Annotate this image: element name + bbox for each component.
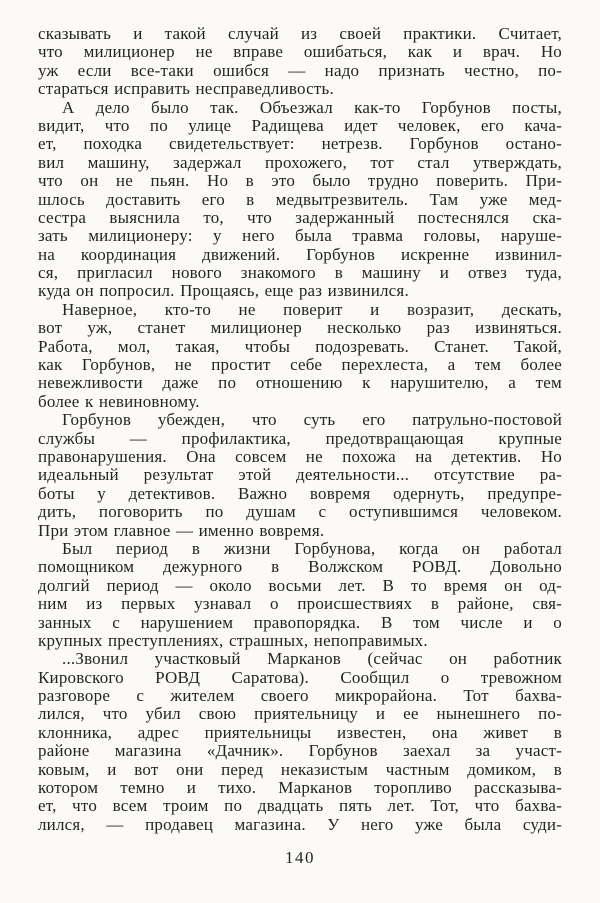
text-line: стараться исправить несправедливость. [38, 79, 334, 99]
text-line: что он не пьян. Но в это было трудно поверить. При- [38, 171, 562, 191]
text-line: боты у детективов. Важно вовремя одернуть, предупре- [38, 483, 562, 503]
text-line: При этом главное — именно вовремя. [38, 520, 325, 540]
text-line: сестра выяснила то, что задержанный постеснялся ска- [38, 207, 562, 227]
text-line: ...Звонил участковый Марканов (сейчас он работник [62, 649, 562, 669]
text-line: куда он попросил. Прощаясь, еще раз извинился. [38, 281, 409, 301]
page-text-block [38, 25, 562, 834]
text-line: ковым, и вот они перед неказистым частным домиком, в [38, 759, 562, 779]
text-line: клонника, адрес приятельницы известен, она живет в [38, 722, 562, 742]
text-line: идеальный результат этой деятельности... отсутствие ра- [38, 465, 562, 485]
text-line: крупных преступлениях, страшных, непоправимых. [38, 630, 428, 650]
text-line: вот уж, станет милиционер несколько раз извиняться. [38, 318, 562, 338]
text-line: районе магазина «Дачник». Горбунов заехал за участ- [38, 741, 562, 761]
text-line: вил машину, задержал прохожего, тот стал утверждать, [38, 152, 562, 172]
text-line: помощником дежурного в Волжском РОВД. Довольно [38, 557, 562, 577]
page-number: 140 [285, 848, 315, 867]
text-line: видит, что по улице Радищева идет человек, его кача- [38, 115, 562, 135]
text-line: уж если все-таки ошибся — надо признать честно, по- [38, 60, 562, 80]
text-line: ся, пригласил нового знакомого в машину и отвез туда, [38, 263, 562, 283]
text-line: зать милиционеру: у него была травма головы, наруше- [38, 226, 562, 246]
text-line: дить, поговорить по душам с оступившимся человеком. [38, 502, 562, 522]
text-line: службы — профилактика, предотвращающая крупные [38, 428, 562, 448]
text-line: долгий период — около восьми лет. В то время он од- [38, 575, 562, 595]
text-line: что милиционер не вправе ошибаться, как и врач. Но [38, 42, 562, 62]
text-line: занных с нарушением правопорядка. В том числе и о [38, 612, 562, 632]
text-line: лился, — продавец магазина. У него уже была суди- [38, 814, 562, 834]
text-line: на координация движений. Горбунов искренне извинил- [38, 244, 562, 264]
text-line: невежливости даже по отношению к нарушителю, а тем [38, 373, 562, 393]
text-line: А дело было так. Объезжал как-то Горбунов посты, [62, 97, 562, 117]
text-line: ет, что всем троим по двадцать пять лет. Тот, что бахва- [38, 796, 562, 816]
text-line: Горбунов убежден, что суть его патрульно-постовой [62, 410, 562, 430]
text-line: Работа, мол, такая, чтобы подозревать. Станет. Такой, [38, 336, 562, 356]
text-line: лился, что убил свою приятельницу и ее нынешнего по- [38, 704, 562, 724]
text-line: правонарушения. Она совсем не похожа на детектив. Но [38, 446, 562, 466]
text-line: шлось доставить его в медвытрезвитель. Там уже мед- [38, 189, 562, 209]
text-line: котором темно и тихо. Марканов торопливо рассказыва- [38, 778, 562, 798]
text-line: Кировского РОВД Саратова). Сообщил о тревожном [38, 667, 562, 687]
text-line: сказывать и такой случай из своей практики. Считает, [38, 24, 562, 43]
text-line: ет, походка свидетельствует: нетрезв. Горбунов остано- [38, 134, 562, 154]
text-line: ним из первых узнавал о происшествиях в районе, свя- [38, 594, 562, 614]
text-line: как Горбунов, не простит себе перехлеста, а тем более [38, 355, 562, 375]
text-line: Наверное, кто-то не поверит и возразит, дескать, [62, 299, 562, 319]
text-line: Был период в жизни Горбунова, когда он работал [62, 538, 562, 558]
text-line: разговоре с жителем своего микрорайона. Тот бахва- [38, 686, 562, 706]
text-line: более к невиновному. [38, 391, 200, 411]
